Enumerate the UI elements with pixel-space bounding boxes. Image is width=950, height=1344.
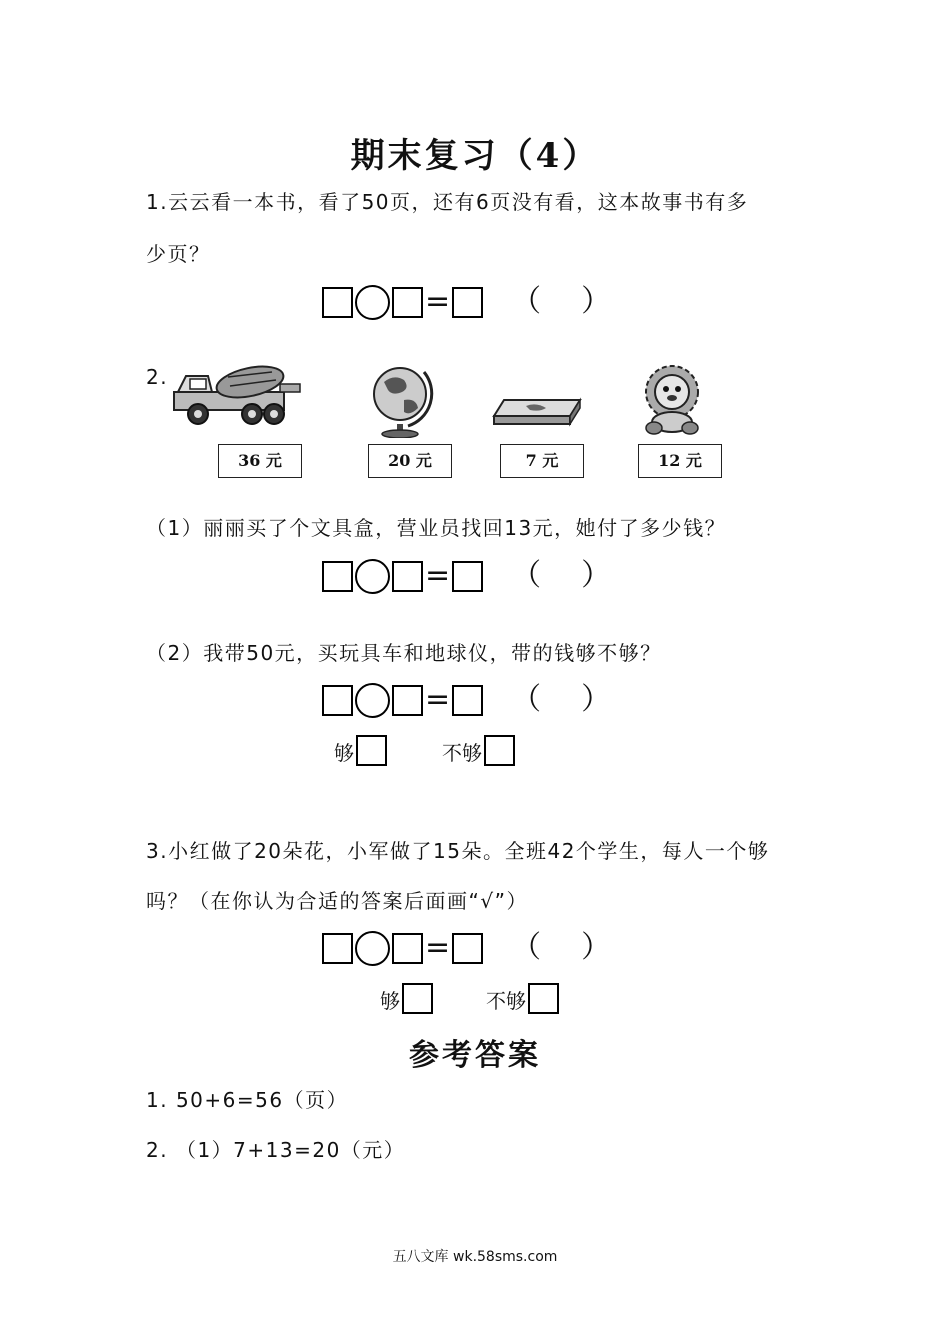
equals-sign: = [425, 558, 451, 593]
answer-box[interactable] [392, 933, 423, 964]
operator-circle[interactable] [355, 559, 390, 594]
answer-box[interactable] [322, 685, 353, 716]
item-globe [356, 362, 466, 487]
question-3-line-2: 吗？（在你认为合适的答案后面画“√”） [146, 889, 528, 913]
answer-box[interactable] [392, 287, 423, 318]
equals-sign: = [425, 930, 451, 965]
answer-2: 2. （1）7+13=20（元） [146, 1138, 406, 1162]
answer-box[interactable] [392, 561, 423, 592]
not-enough-label: 不够 [486, 989, 526, 1013]
cement-truck-icon [168, 362, 318, 432]
answer-box[interactable] [452, 287, 483, 318]
unit-paren-close: ） [581, 682, 612, 717]
choice-not-enough [486, 980, 559, 1014]
unit-paren-open: （ [511, 284, 542, 319]
question-2-label: 2. [146, 365, 169, 389]
enough-checkbox[interactable] [356, 735, 387, 766]
choice-enough [334, 732, 387, 766]
answer-box[interactable] [452, 561, 483, 592]
answer-box[interactable] [322, 287, 353, 318]
footer-watermark: 五八文库 wk.58sms.com [392, 1249, 558, 1265]
enough-label: 够 [334, 741, 354, 765]
question-3-line-1: 3.小红做了20朵花，小军做了15朵。全班42个学生，每人一个够 [146, 839, 770, 863]
answer-box[interactable] [322, 561, 353, 592]
not-enough-checkbox[interactable] [528, 983, 559, 1014]
item-cement-truck [176, 362, 286, 487]
question-1-line-1: 1.云云看一本书，看了50页，还有6页没有看，这本故事书有多 [146, 190, 749, 214]
item-lion-toy [634, 362, 744, 487]
unit-paren-close: ） [581, 284, 612, 319]
answer-1: 1. 50+6=56（页） [146, 1088, 349, 1112]
equals-sign: = [425, 682, 451, 717]
operator-circle[interactable] [355, 683, 390, 718]
answers-title: 参考答案 [409, 1038, 541, 1073]
price-items [176, 362, 736, 487]
unit-paren-open: （ [511, 558, 542, 593]
globe-icon [364, 362, 444, 438]
equals-sign: = [425, 284, 451, 319]
pencil-box-icon [490, 392, 586, 432]
choice-not-enough [442, 732, 515, 766]
question-2-sub-2: （2）我带50元，买玩具车和地球仪，带的钱够不够？ [146, 641, 662, 665]
enough-checkbox[interactable] [402, 983, 433, 1014]
item-pencil-box [492, 362, 602, 487]
equation-row-2 [322, 556, 611, 596]
page-title: 期末复习（4） [350, 136, 600, 176]
not-enough-label: 不够 [442, 741, 482, 765]
unit-paren-open: （ [511, 930, 542, 965]
choice-enough [380, 980, 433, 1014]
operator-circle[interactable] [355, 285, 390, 320]
answer-box[interactable] [452, 933, 483, 964]
answer-box[interactable] [322, 933, 353, 964]
equation-row-1 [322, 282, 611, 322]
operator-circle[interactable] [355, 931, 390, 966]
price-tag: 7 元 [500, 444, 584, 478]
equation-row-3 [322, 680, 611, 720]
price-tag: 12 元 [638, 444, 722, 478]
equation-row-4 [322, 928, 611, 968]
answer-box[interactable] [452, 685, 483, 716]
price-tag: 36 元 [218, 444, 302, 478]
question-2-sub-1: （1）丽丽买了个文具盒，营业员找回13元，她付了多少钱？ [146, 516, 727, 540]
enough-label: 够 [380, 989, 400, 1013]
unit-paren-close: ） [581, 558, 612, 593]
price-tag: 20 元 [368, 444, 452, 478]
question-1-line-2: 少页？ [146, 242, 211, 266]
lion-toy-icon [634, 362, 710, 438]
answer-box[interactable] [392, 685, 423, 716]
unit-paren-close: ） [581, 930, 612, 965]
not-enough-checkbox[interactable] [484, 735, 515, 766]
unit-paren-open: （ [511, 682, 542, 717]
